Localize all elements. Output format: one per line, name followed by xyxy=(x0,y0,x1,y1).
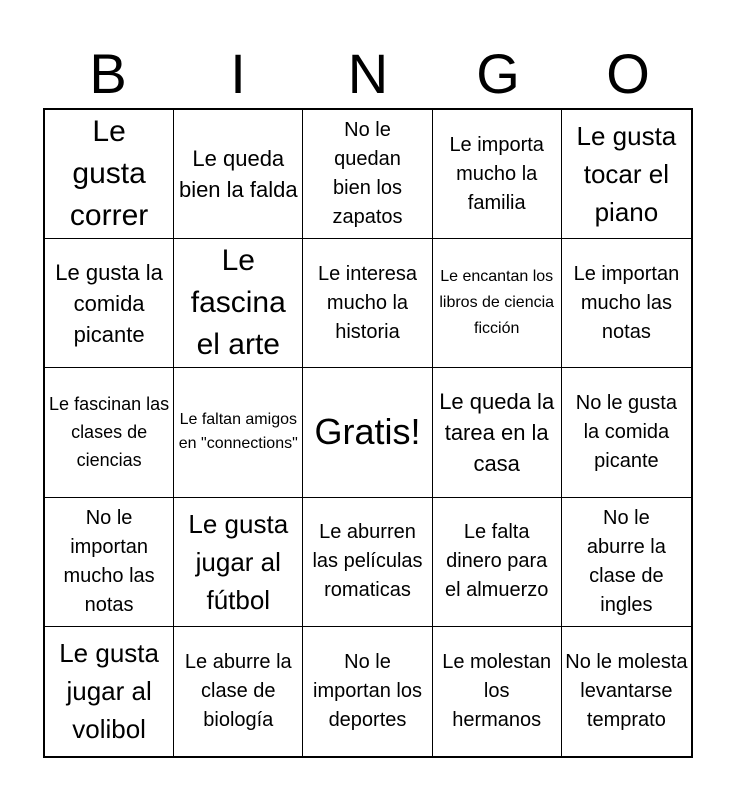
cell-text: Le gusta correr xyxy=(69,115,149,233)
cell-text: Le gusta la comida picante xyxy=(55,259,163,347)
cell-text: Le importa mucho la familia xyxy=(449,133,544,214)
bingo-cell-free[interactable] xyxy=(303,368,432,497)
bingo-cell-r3c1[interactable] xyxy=(45,368,174,497)
cell-text: Le gusta tocar el piano xyxy=(576,121,677,228)
bingo-cell-r2c4[interactable] xyxy=(433,239,562,368)
free-space-label: Gratis! xyxy=(314,411,421,453)
cell-text: Le queda la tarea en la casa xyxy=(439,388,555,476)
bingo-cell-r5c5[interactable] xyxy=(562,627,691,756)
bingo-cell-r5c2[interactable] xyxy=(174,627,303,756)
bingo-cell-r3c2[interactable] xyxy=(174,368,303,497)
cell-text: Le queda bien la falda xyxy=(178,146,298,203)
bingo-cell-r5c3[interactable] xyxy=(303,627,432,756)
bingo-board xyxy=(43,108,693,758)
bingo-cell-r1c4[interactable] xyxy=(433,110,562,239)
cell-text: Le gusta jugar al fútbol xyxy=(188,508,289,615)
bingo-cell-r4c2[interactable] xyxy=(174,498,303,627)
bingo-cell-r4c3[interactable] xyxy=(303,498,432,627)
bingo-cell-r1c3[interactable] xyxy=(303,110,432,239)
cell-text: Le gusta jugar al volibol xyxy=(59,638,159,745)
bingo-cell-r5c1[interactable] xyxy=(45,627,174,756)
cell-text: Le encantan los libros de ciencia ficción xyxy=(439,268,555,338)
cell-text: Le aburre la clase de biología xyxy=(184,650,292,731)
bingo-cell-r3c4[interactable] xyxy=(433,368,562,497)
cell-text: No le importan los deportes xyxy=(313,650,422,731)
cell-text: Le faltan amigos en "connections" xyxy=(178,411,298,453)
cell-text: No le importan mucho las notas xyxy=(63,506,155,616)
header-letter-b: B xyxy=(89,42,127,105)
cell-text: Le importan mucho las notas xyxy=(573,262,680,343)
bingo-cell-r2c1[interactable] xyxy=(45,239,174,368)
cell-text: Le aburren las películas romaticas xyxy=(312,521,423,602)
header-letter-n: N xyxy=(347,42,389,105)
bingo-cell-r3c5[interactable] xyxy=(562,368,691,497)
bingo-cell-r4c4[interactable] xyxy=(433,498,562,627)
bingo-cell-r1c2[interactable] xyxy=(174,110,303,239)
cell-text: Le fascinan las clases de ciencias xyxy=(49,394,170,471)
bingo-cell-r1c5[interactable] xyxy=(562,110,691,239)
cell-text: Le fascina el arte xyxy=(190,244,286,362)
bingo-cell-r2c3[interactable] xyxy=(303,239,432,368)
cell-text: No le aburre la clase de ingles xyxy=(586,506,666,616)
bingo-cell-r2c5[interactable] xyxy=(562,239,691,368)
bingo-cell-r4c5[interactable] xyxy=(562,498,691,627)
header-letter-o: O xyxy=(606,42,650,105)
cell-text: No le quedan bien los zapatos xyxy=(332,119,403,229)
cell-text: No le gusta la comida picante xyxy=(575,391,677,472)
cell-text: No le molesta levantarse temprato xyxy=(565,650,688,731)
bingo-cell-r2c2[interactable] xyxy=(174,239,303,368)
bingo-header xyxy=(43,40,693,108)
bingo-cell-r1c1[interactable] xyxy=(45,110,174,239)
cell-text: Le molestan los hermanos xyxy=(442,650,552,731)
header-letter-i: I xyxy=(230,42,246,105)
cell-text: Le falta dinero para el almuerzo xyxy=(444,521,549,602)
cell-text: Le interesa mucho la historia xyxy=(318,262,417,343)
bingo-cell-r5c4[interactable] xyxy=(433,627,562,756)
bingo-cell-r4c1[interactable] xyxy=(45,498,174,627)
header-letter-g: G xyxy=(476,42,520,105)
